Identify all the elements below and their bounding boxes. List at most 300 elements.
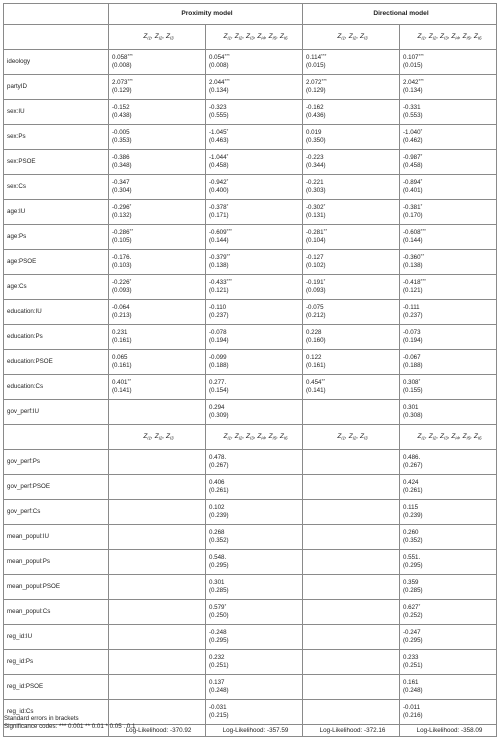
estimate-line	[403, 679, 496, 687]
estimate-value: 2.072	[306, 79, 322, 87]
estimate-value: -0.191	[306, 279, 324, 287]
significance-stars: ***	[226, 278, 232, 284]
standard-error: (0.401)	[403, 187, 423, 194]
variable-name: sex:PSOE	[4, 150, 109, 175]
variable-name: reg_id:PSOE	[4, 675, 109, 700]
estimate-value: 0.260	[403, 529, 419, 537]
subscript-index: 6	[478, 35, 482, 41]
estimate-value: 0.478.	[209, 454, 227, 462]
subscript: i1	[147, 35, 152, 41]
coefficient-cell	[206, 525, 303, 550]
coefficient-cell	[109, 375, 206, 400]
standard-error: (0.213)	[112, 312, 132, 319]
coefficient-cell	[400, 400, 497, 425]
standard-error: (0.132)	[112, 212, 132, 219]
separator: ,	[162, 432, 166, 440]
subscript-index: 2	[433, 35, 437, 41]
subscript: i1	[421, 435, 426, 441]
standard-error: (0.121)	[403, 287, 423, 294]
regressor-set-cell: $Z_{i1}$, $Z_{i2}$, $Z_{i3}$, $Z_{i4}$, $Z_{i5}$, $Z_{i6}$	[206, 25, 303, 50]
significance-stars: *	[226, 153, 229, 159]
standard-error: (0.458)	[403, 162, 423, 169]
coefficient-cell	[400, 575, 497, 600]
coefficient-row	[4, 275, 497, 300]
standard-error: (0.141)	[112, 387, 132, 394]
coefficient-cell	[303, 50, 400, 75]
subscript: i2	[432, 435, 437, 441]
estimate-line	[403, 154, 496, 162]
variable-name: gov_perf:Ps	[4, 450, 109, 475]
coefficient-cell	[206, 125, 303, 150]
standard-error: (0.462)	[403, 137, 423, 144]
estimate-value: 0.406	[209, 479, 225, 487]
coefficient-cell	[206, 300, 303, 325]
estimate-value: -0.110	[209, 304, 227, 312]
subscript-index: 3	[251, 35, 254, 41]
standard-error: (0.161)	[112, 337, 132, 344]
subscript: i1	[341, 35, 346, 41]
estimate-line	[112, 79, 205, 87]
standard-error: (0.129)	[112, 87, 132, 94]
coefficient-cell	[303, 175, 400, 200]
coefficient-row	[4, 125, 497, 150]
standard-error: (0.248)	[403, 687, 423, 694]
standard-error: (0.015)	[306, 62, 326, 69]
standard-error: (0.267)	[403, 462, 423, 469]
variable-name: gov_perf:IU	[4, 400, 109, 425]
standard-error: (0.105)	[112, 237, 132, 244]
coefficient-cell	[400, 150, 497, 175]
coefficient-cell	[400, 175, 497, 200]
coefficient-cell	[303, 100, 400, 125]
estimate-line	[403, 354, 496, 362]
estimate-line	[209, 529, 302, 537]
coefficient-cell	[303, 500, 400, 525]
coefficient-row	[4, 150, 497, 175]
coefficient-cell	[400, 325, 497, 350]
significance-stars: **	[420, 253, 425, 259]
table-notes	[4, 715, 135, 731]
subscript: i6	[477, 35, 482, 41]
estimate-line	[403, 629, 496, 637]
estimate-value: -0.127	[306, 254, 324, 262]
regression-table	[3, 3, 497, 737]
subscript-index: 3	[251, 435, 254, 441]
estimate-line	[403, 179, 496, 187]
log-likelihood-cell: Log-Likelihood: -372.16	[303, 725, 400, 737]
estimate-value: -0.281	[306, 229, 324, 237]
standard-error: (0.350)	[306, 137, 326, 144]
subscript-index: 4	[262, 35, 265, 41]
coefficient-row	[4, 375, 497, 400]
estimate-value: 0.232	[209, 654, 225, 662]
subscript-index: 4	[262, 435, 265, 441]
estimate-line	[209, 229, 302, 237]
standard-error: (0.239)	[403, 512, 423, 519]
estimate-value: 0.107	[403, 54, 419, 62]
variable-name: partyID	[4, 75, 109, 100]
significance-stars: *	[226, 128, 229, 134]
coefficient-row	[4, 50, 497, 75]
coefficient-row	[4, 175, 497, 200]
estimate-line	[306, 329, 399, 337]
estimate-line	[209, 704, 302, 712]
directional-model-header: Directional model	[303, 4, 497, 25]
standard-error: (0.267)	[209, 462, 229, 469]
coefficient-row	[4, 400, 497, 425]
subscript: i5	[272, 435, 277, 441]
coefficient-cell	[109, 525, 206, 550]
standard-error: (0.309)	[209, 412, 229, 419]
coefficient-cell	[303, 275, 400, 300]
estimate-line	[209, 129, 302, 137]
separator: ,	[151, 432, 155, 440]
estimate-line	[112, 204, 205, 212]
standard-error: (0.353)	[112, 137, 132, 144]
estimate-value: 0.137	[209, 679, 225, 687]
separator: ,	[425, 32, 429, 40]
estimate-value: 2.042	[403, 79, 419, 87]
standard-error: (0.237)	[209, 312, 229, 319]
estimate-line	[112, 229, 205, 237]
estimate-line	[403, 579, 496, 587]
subscript: i4	[261, 35, 265, 41]
estimate-line	[112, 304, 205, 312]
subscript: i3	[444, 35, 448, 41]
estimate-line	[209, 329, 302, 337]
regressor-label-blank	[4, 425, 109, 450]
coefficient-cell	[109, 150, 206, 175]
coefficient-cell	[303, 325, 400, 350]
estimate-value: 0.486.	[403, 454, 421, 462]
estimate-value: -1.040	[403, 129, 421, 137]
coefficient-row	[4, 625, 497, 650]
coefficient-cell	[400, 525, 497, 550]
subscript: i5	[466, 35, 471, 41]
standard-error: (0.093)	[112, 287, 132, 294]
estimate-value: -1.044	[209, 154, 227, 162]
significance-stars: ***	[321, 53, 327, 59]
significance-stars: *	[418, 378, 421, 384]
coefficient-cell	[109, 500, 206, 525]
estimate-value: -0.360	[403, 254, 421, 262]
separator: ,	[231, 432, 235, 440]
coefficient-cell	[206, 75, 303, 100]
standard-error: (0.295)	[209, 637, 229, 644]
estimate-line	[209, 454, 302, 462]
estimate-line	[209, 54, 302, 62]
significance-stars: ***	[418, 78, 424, 84]
separator: ,	[231, 32, 235, 40]
separator: ,	[345, 32, 349, 40]
coefficient-cell	[206, 225, 303, 250]
standard-error: (0.304)	[112, 187, 132, 194]
subscript-index: 2	[353, 435, 357, 441]
standard-error: (0.352)	[403, 537, 423, 544]
estimate-line	[306, 279, 399, 287]
estimate-line	[403, 229, 496, 237]
coefficient-row	[4, 575, 497, 600]
coefficient-cell	[400, 600, 497, 625]
standard-error: (0.008)	[209, 62, 229, 69]
coefficient-cell	[206, 350, 303, 375]
estimate-value: 0.228	[306, 329, 322, 337]
estimate-line	[209, 154, 302, 162]
estimate-line	[403, 554, 496, 562]
subscript: i1	[421, 35, 426, 41]
standard-error: (0.104)	[306, 237, 326, 244]
standard-error: (0.134)	[209, 87, 229, 94]
coefficient-cell	[400, 500, 497, 525]
coefficient-cell	[109, 200, 206, 225]
significance-stars: **	[226, 253, 231, 259]
estimate-value: 0.579	[209, 604, 225, 612]
estimate-line	[209, 304, 302, 312]
significance-stars: ***	[420, 278, 426, 284]
subscript: i6	[283, 35, 288, 41]
subscript: i5	[272, 35, 277, 41]
separator: ,	[356, 432, 360, 440]
coefficient-cell	[109, 650, 206, 675]
estimate-value: -0.075	[306, 304, 324, 312]
significance-stars: ***	[127, 53, 133, 59]
variable-name: education:Cs	[4, 375, 109, 400]
subscript-index: 2	[353, 35, 357, 41]
estimate-value: -0.608	[403, 229, 421, 237]
estimate-value: 0.301	[209, 579, 225, 587]
coefficient-cell	[109, 75, 206, 100]
estimate-line	[112, 179, 205, 187]
estimate-line	[403, 54, 496, 62]
subscript: i1	[227, 35, 232, 41]
estimate-value: -0.176.	[112, 254, 132, 262]
subscript-index: 1	[422, 35, 426, 41]
estimate-line	[306, 154, 399, 162]
separator: ,	[345, 432, 349, 440]
estimate-line	[403, 104, 496, 112]
estimate-value: -0.418	[403, 279, 421, 287]
standard-error: (0.194)	[209, 337, 229, 344]
standard-error: (0.008)	[112, 62, 132, 69]
standard-error: (0.250)	[209, 612, 229, 619]
estimate-value: -0.247	[403, 629, 421, 637]
subscript-index: 2	[159, 35, 163, 41]
estimate-line	[209, 579, 302, 587]
coefficient-cell	[206, 375, 303, 400]
subscript-index: 3	[171, 35, 174, 41]
estimate-value: 0.548.	[209, 554, 227, 562]
regressor-set-row	[4, 425, 497, 450]
variable-name: gov_perf:PSOE	[4, 475, 109, 500]
coefficient-cell	[206, 625, 303, 650]
significance-stars: ***	[418, 53, 424, 59]
coefficient-cell	[400, 275, 497, 300]
subscript-index: 3	[445, 35, 448, 41]
coefficient-cell	[206, 275, 303, 300]
estimate-line	[403, 404, 496, 412]
standard-error: (0.216)	[403, 712, 423, 719]
coefficient-row	[4, 525, 497, 550]
estimate-value: -0.223	[306, 154, 324, 162]
coefficient-cell	[109, 125, 206, 150]
separator: ,	[436, 432, 441, 440]
subscript: i1	[227, 435, 232, 441]
estimate-value: 0.054	[209, 54, 225, 62]
significance-stars: *	[418, 603, 421, 609]
subscript-index: 1	[342, 35, 346, 41]
subscript-index: 1	[228, 435, 232, 441]
estimate-line	[209, 104, 302, 112]
standard-error: (0.212)	[306, 312, 326, 319]
estimate-value: 0.233	[403, 654, 419, 662]
subscript-index: 4	[456, 435, 459, 441]
significance-stars: *	[420, 153, 423, 159]
standard-error: (0.155)	[403, 387, 423, 394]
variable-name: gov_perf:Cs	[4, 500, 109, 525]
estimate-value: -0.099	[209, 354, 227, 362]
estimate-value: 2.073	[112, 79, 128, 87]
coefficient-cell	[109, 450, 206, 475]
subscript: i1	[341, 435, 346, 441]
coefficient-row	[4, 250, 497, 275]
variable-name: age:Ps	[4, 225, 109, 250]
standard-error: (0.285)	[209, 587, 229, 594]
estimate-line	[112, 379, 205, 387]
log-likelihood-cell: Log-Likelihood: -358.09	[400, 725, 497, 737]
estimate-value: -0.152	[112, 104, 130, 112]
estimate-line	[403, 454, 496, 462]
subscript: i3	[170, 35, 174, 41]
subscript-index: 2	[239, 435, 243, 441]
estimate-value: -0.347	[112, 179, 130, 187]
regressor-set-cell: $Z_{i1}$, $Z_{i2}$, $Z_{i3}$, $Z_{i4}$, $Z_{i5}$, $Z_{i6}$	[400, 25, 497, 50]
subscript-index: 4	[456, 35, 459, 41]
estimate-line	[403, 379, 496, 387]
estimate-value: -0.433	[209, 279, 227, 287]
subscript: i4	[455, 435, 459, 441]
estimate-value: -0.379	[209, 254, 227, 262]
estimate-line	[209, 379, 302, 387]
coefficient-cell	[400, 100, 497, 125]
estimate-line	[209, 254, 302, 262]
standard-error: (0.555)	[209, 112, 229, 119]
coefficient-cell	[303, 125, 400, 150]
variable-name: sex:Ps	[4, 125, 109, 150]
coefficient-cell	[109, 675, 206, 700]
standard-error: (0.131)	[306, 212, 326, 219]
subscript: i1	[147, 435, 152, 441]
separator: ,	[458, 32, 463, 40]
separator: ,	[276, 432, 280, 440]
coefficient-cell	[400, 675, 497, 700]
separator: ,	[447, 32, 452, 40]
standard-error: (0.161)	[306, 362, 326, 369]
subscript-index: 2	[433, 435, 437, 441]
standard-error: (0.129)	[306, 87, 326, 94]
estimate-value: -0.286	[112, 229, 130, 237]
standard-error: (0.237)	[403, 312, 423, 319]
subscript: i5	[466, 435, 471, 441]
standard-error: (0.161)	[112, 362, 132, 369]
coefficient-cell	[109, 225, 206, 250]
significance-stars: *	[129, 278, 132, 284]
coefficient-cell	[206, 475, 303, 500]
coefficient-cell	[206, 700, 303, 725]
estimate-line	[306, 179, 399, 187]
estimate-line	[306, 204, 399, 212]
header-corner-cell	[4, 4, 109, 25]
coefficient-cell	[303, 675, 400, 700]
standard-error: (0.251)	[403, 662, 423, 669]
estimate-value: 0.122	[306, 354, 322, 362]
estimate-value: 2.044	[209, 79, 225, 87]
significance-stars: *	[420, 128, 423, 134]
coefficient-cell	[303, 200, 400, 225]
variable-name: education:IU	[4, 300, 109, 325]
standard-error: (0.121)	[209, 287, 229, 294]
coefficient-cell	[303, 250, 400, 275]
separator: ,	[276, 32, 280, 40]
coefficient-cell	[303, 475, 400, 500]
subscript-index: 5	[467, 435, 471, 441]
standard-error: (0.154)	[209, 387, 229, 394]
standard-error: (0.215)	[209, 712, 229, 719]
standard-error: (0.188)	[209, 362, 229, 369]
estimate-value: -0.323	[209, 104, 227, 112]
estimate-value: -0.302	[306, 204, 324, 212]
coefficient-row	[4, 500, 497, 525]
estimate-value: 0.301	[403, 404, 419, 412]
variable-name: age:Cs	[4, 275, 109, 300]
significance-stars: ***	[420, 228, 426, 234]
estimate-value: -1.045	[209, 129, 227, 137]
estimate-line	[403, 304, 496, 312]
coefficient-cell	[400, 75, 497, 100]
estimate-line	[112, 54, 205, 62]
estimate-line	[209, 204, 302, 212]
standard-error: (0.458)	[209, 162, 229, 169]
estimate-value: 0.294	[209, 404, 225, 412]
variable-name: age:PSOE	[4, 250, 109, 275]
estimate-line	[306, 354, 399, 362]
standard-error: (0.463)	[209, 137, 229, 144]
subscript-index: 1	[422, 435, 426, 441]
coefficient-row	[4, 200, 497, 225]
standard-error: (0.438)	[112, 112, 132, 119]
estimate-value: -0.296	[112, 204, 130, 212]
significance-stars: *	[323, 278, 326, 284]
separator: ,	[436, 32, 441, 40]
estimate-line	[209, 79, 302, 87]
significance-stars: **	[129, 228, 134, 234]
standard-error: (0.248)	[209, 687, 229, 694]
coefficient-cell	[303, 75, 400, 100]
coefficient-cell	[109, 350, 206, 375]
estimate-value: -0.987	[403, 154, 421, 162]
separator: ,	[253, 432, 258, 440]
estimate-line	[209, 479, 302, 487]
coefficient-row	[4, 475, 497, 500]
estimate-line	[403, 479, 496, 487]
estimate-line	[306, 229, 399, 237]
separator: ,	[356, 32, 360, 40]
coefficient-row	[4, 550, 497, 575]
variable-name: education:PSOE	[4, 350, 109, 375]
estimate-line	[112, 254, 205, 262]
standard-error: (0.295)	[209, 562, 229, 569]
variable-name: reg_id:Cs	[4, 700, 109, 725]
significance-stars: *	[323, 203, 326, 209]
